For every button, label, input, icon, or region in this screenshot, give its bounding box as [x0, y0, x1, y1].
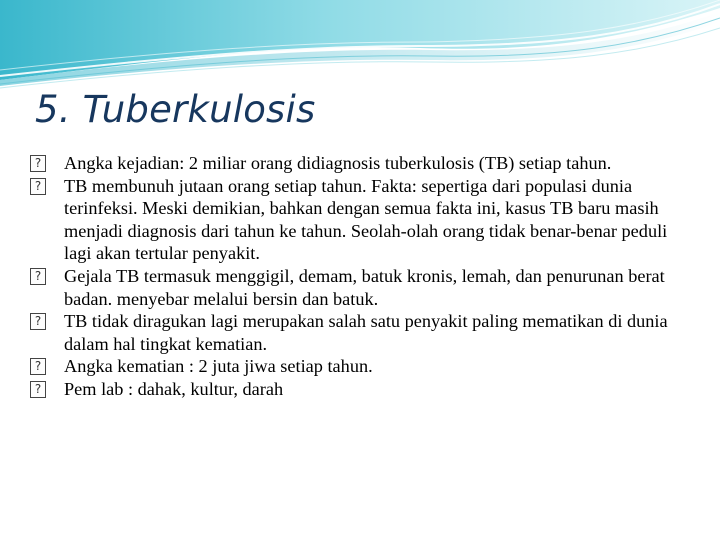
- bullet-text: TB membunuh jutaan orang setiap tahun. Fakta: sepertiga dari populasi dunia terinfeksi. Meski demikian, bahkan dengan semua fakta ini, kasus TB baru masih menjadi diagnosis dari tahun ke tahun. Seolah-olah orang tidak benar-benar peduli lagi akan tertular penyakit.: [64, 175, 668, 264]
- missing-glyph-icon: ?: [30, 178, 46, 195]
- bullet-item: [30, 265, 690, 310]
- missing-glyph-icon: ?: [30, 313, 46, 330]
- missing-glyph-icon: ?: [30, 268, 46, 285]
- bullet-text: Gejala TB termasuk menggigil, demam, batuk kronis, lemah, dan penurunan berat badan. menyebar melalui bersin dan batuk.: [64, 265, 665, 309]
- bullet-list: [30, 152, 690, 401]
- missing-glyph-icon: ?: [30, 155, 46, 172]
- bullet-text: TB tidak diragukan lagi merupakan salah satu penyakit paling mematikan di dunia dalam hal tingkat kematian.: [64, 311, 668, 354]
- bullet-text: Angka kematian : 2 juta jiwa setiap tahun.: [64, 356, 373, 377]
- header-wave-decoration: [0, 0, 720, 90]
- bullet-text: Angka kejadian: 2 miliar orang didiagnosis tuberkulosis (TB) setiap tahun.: [64, 153, 612, 173]
- bullet-item: [30, 310, 690, 355]
- bullet-item: [30, 175, 690, 265]
- bullet-item: [30, 355, 690, 378]
- missing-glyph-icon: ?: [30, 358, 46, 375]
- bullet-item: [30, 152, 690, 175]
- bullet-text: Pem lab : dahak, kultur, darah: [64, 378, 284, 399]
- bullet-item: [30, 378, 690, 401]
- missing-glyph-icon: ?: [30, 381, 46, 398]
- slide-title: 5. Tuberkulosis: [35, 88, 316, 131]
